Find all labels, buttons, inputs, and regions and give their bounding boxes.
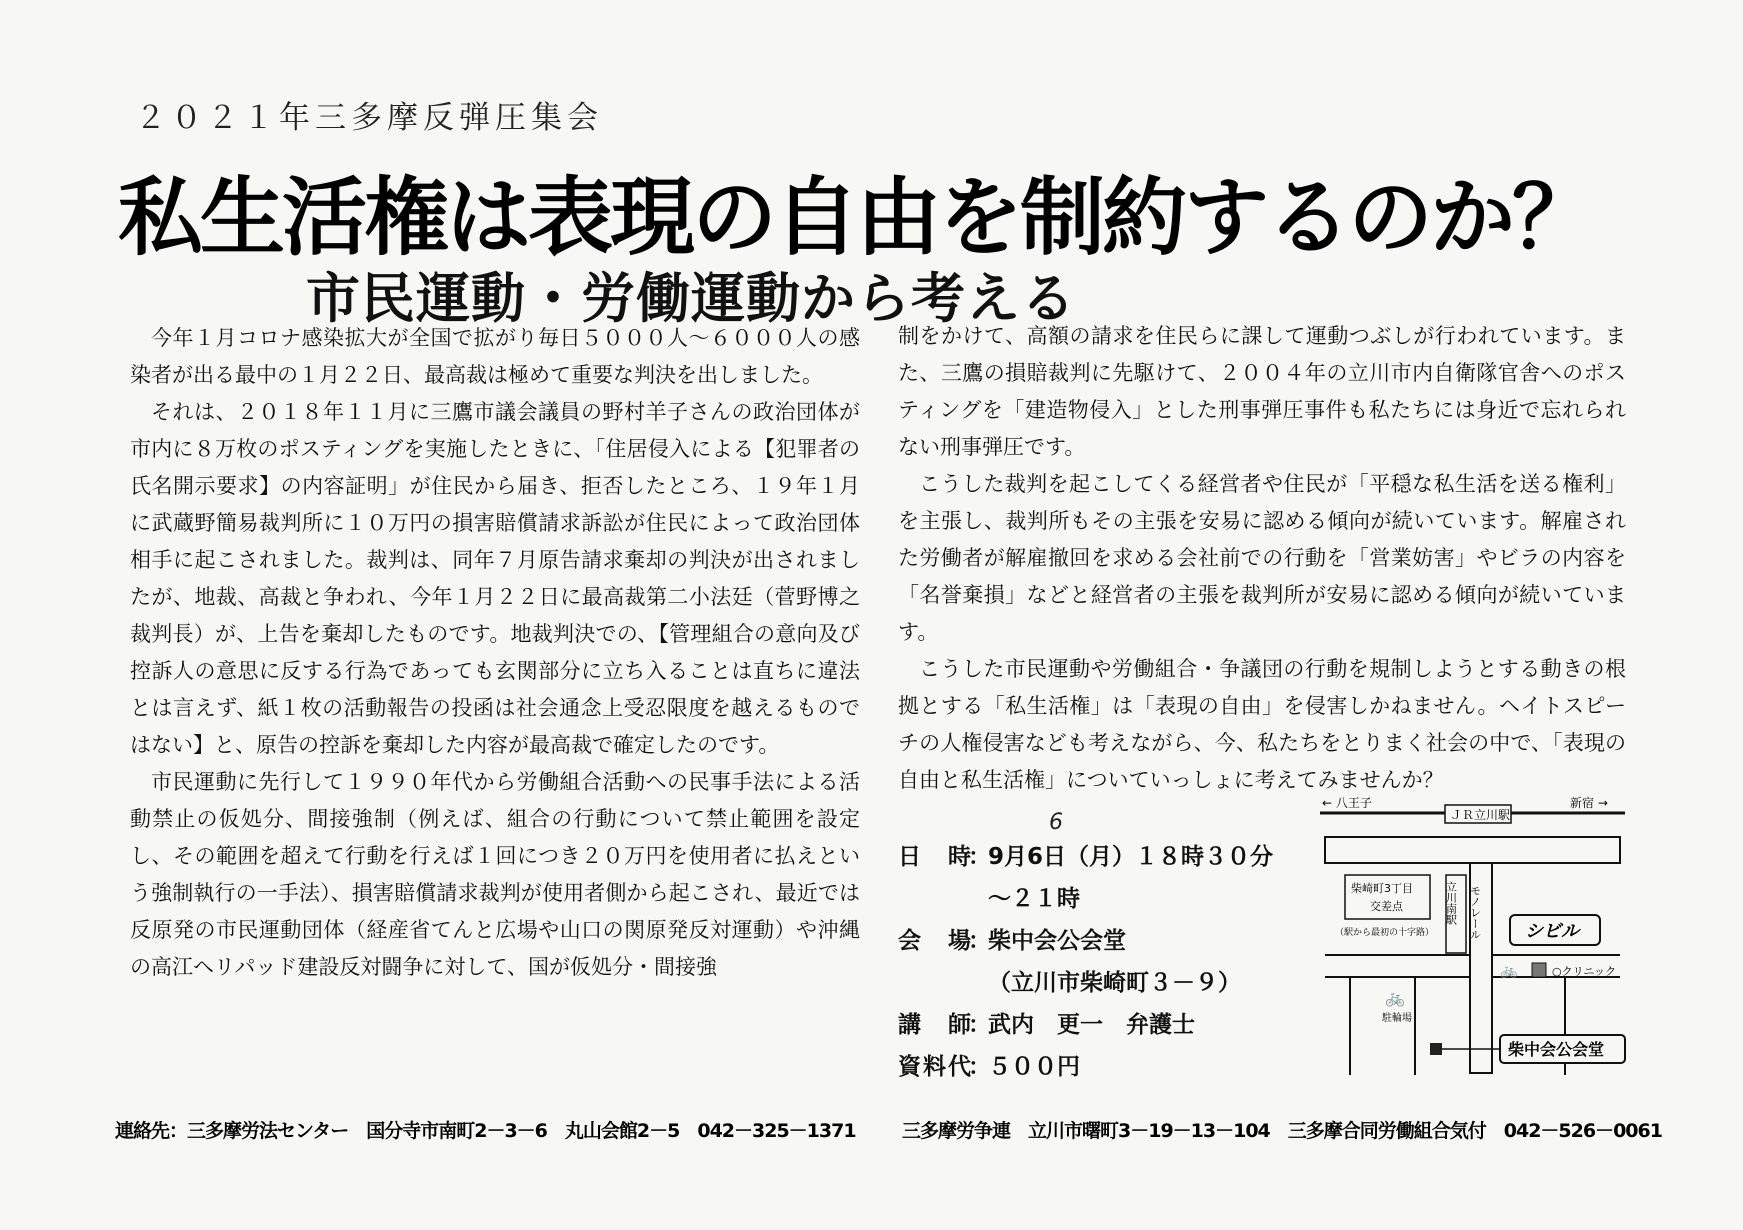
body-paragraph: 市民運動に先行して１９９０年代から労働組合活動への民事手法による活動禁止の仮処分、間接強制（例えば、組合の行動について禁止範囲を設定し、その範囲を超えて行動を行えば１回につき２０万円を使用者に払えという強制執行の一手法）、損害賠償請求裁判が使用者側から起こされ、最近では反原発の市民運動団体（経産省てんと広場や山口の関原発反対運動）や沖縄の高江ヘリパッド建設反対闘争に対して、国が仮処分・間接強 bbox=[130, 770, 860, 979]
map-label-minami: 立川南駅 bbox=[1444, 881, 1458, 925]
separator: ： bbox=[968, 927, 991, 954]
map-label-clinic: ○クリニック bbox=[1552, 965, 1616, 978]
separator: ： bbox=[968, 1053, 991, 1080]
event-name: ２０２１年三多摩反弾圧集会 bbox=[135, 100, 603, 136]
map-label-monorail: モノレール bbox=[1468, 885, 1482, 940]
map-label-crossing-1: 柴崎町3丁目 bbox=[1351, 882, 1413, 895]
venue-address: （立川市柴崎町３－９） bbox=[988, 969, 1241, 996]
main-title: 私生活権は表現の自由を制約するのか？ bbox=[118, 169, 1595, 268]
fee-row bbox=[898, 1043, 1273, 1085]
contact-right: 三多摩労争連 立川市曙町3－19－13－104 三多摩合同労働組合気付 042－526－0061 bbox=[902, 1120, 1662, 1142]
event-info bbox=[898, 833, 1273, 1085]
map-label-crossing-2: 交差点 bbox=[1370, 900, 1403, 913]
sub-title: 市民運動・労働運動から考える bbox=[306, 267, 1076, 330]
body-paragraph: こうした裁判を起こしてくる経営者や住民が「平穏な私生活を送る権利」を主張し、裁判所もその主張を安易に認める傾向が続いています。解雇された労働者が解雇撤回を求める会社前での行動を「営業妨害」やビラの内容を「名誉棄損」などと経営者の主張を裁判所が安易に認める傾向が続いています。 bbox=[898, 472, 1626, 644]
body-left-column bbox=[130, 320, 860, 986]
date-row bbox=[898, 833, 1273, 875]
date-row-end bbox=[898, 875, 1273, 917]
body-right-column bbox=[898, 318, 1626, 799]
map-label-parking: 駐輪場 bbox=[1382, 1013, 1412, 1024]
map-label-hall: 柴中会公会堂 bbox=[1508, 1040, 1605, 1059]
map-label-crossing-3: （駅から最初の十字路） bbox=[1335, 928, 1435, 938]
fee-value: ５００円 bbox=[988, 1053, 1080, 1080]
date-label: 日 時 bbox=[898, 843, 973, 870]
body-paragraph: 制をかけて、高額の請求を住民らに課して運動つぶしが行われています。また、三鷹の損賠裁判に先駆けて、２００４年の立川市内自衛隊官舎へのポスティングを「建造物侵入」とした刑事弾圧事件も私たちには身近で忘れられない刑事弾圧です。 bbox=[898, 324, 1626, 459]
date-value-end: ～２１時 bbox=[988, 885, 1080, 912]
lecturer-label: 講 師 bbox=[898, 1011, 973, 1038]
sibil-building-icon bbox=[1532, 963, 1546, 977]
separator: ： bbox=[968, 843, 991, 870]
handwritten-correction: 6 bbox=[1049, 810, 1063, 835]
body-paragraph: こうした市民運動や労働組合・争議団の行動を規制しようとする動きの根拠とする「私生活権」は「表現の自由」を侵害しかねません。ヘイトスピーチの人権侵害なども考えながら、今、私たちをとりまく社会の中で、「表現の自由と私生活権」についていっしょに考えてみませんか？ bbox=[898, 657, 1626, 792]
venue-address-row bbox=[898, 959, 1273, 1001]
separator: ： bbox=[968, 1011, 991, 1038]
map-label-station: ＪＲ立川駅 bbox=[1450, 808, 1511, 822]
date-value: 9月6日（月）１８時３０分 bbox=[988, 843, 1274, 870]
access-map bbox=[1320, 795, 1630, 1095]
map-label-hachioji: ← 八王子 bbox=[1322, 796, 1372, 810]
contact-left: 連絡先：三多摩労法センター 国分寺市南町2－3－6 丸山会館2－5 042－325－1371 bbox=[115, 1120, 856, 1142]
map-label-shinjuku: 新宿 → bbox=[1570, 796, 1608, 810]
venue-value: 柴中会公会堂 bbox=[988, 927, 1126, 954]
venue-row bbox=[898, 917, 1273, 959]
body-paragraph: 今年１月コロナ感染拡大が全国で拡がり毎日５０００人～６０００人の感染者が出る最中の１月２２日、最高裁は極めて重要な判決を出しました。 bbox=[130, 326, 860, 387]
bicycle-icon: 🚲 bbox=[1500, 963, 1518, 979]
bicycle-icon: 🚲 bbox=[1385, 988, 1405, 1007]
body-paragraph: それは、２０１８年１１月に三鷹市議会議員の野村羊子さんの政治団体が市内に８万枚のポスティングを実施したときに、「住居侵入による【犯罪者の氏名開示要求】の内容証明」が住民から届き、拒否したところ、１９年１月に武蔵野簡易裁判所に１０万円の損害賠償請求訴訟が住民によって政治団体相手に起こされました。裁判は、同年７月原告請求棄却の判決が出されましたが、地裁、高裁と争われ、今年１月２２日に最高裁第二小法廷（菅野博之裁判長）が、上告を棄却したものです。地裁判決での、【管理組合の意向及び控訴人の意思に反する行為であっても玄関部分に立ち入ることは直ちに違法とは言えず、紙１枚の活動報告の投函は社会通念上受忍限度を越えるものではない】と、原告の控訴を棄却した内容が最高裁で確定したのです。 bbox=[130, 400, 860, 757]
lecturer-value: 武内 更一 弁護士 bbox=[988, 1011, 1195, 1038]
fee-label: 資料代 bbox=[898, 1053, 973, 1080]
lecturer-row bbox=[898, 1001, 1273, 1043]
map-label-sibil: シビル bbox=[1525, 921, 1579, 942]
venue-label: 会 場 bbox=[898, 927, 973, 954]
main-road bbox=[1325, 837, 1620, 863]
hall-marker-icon bbox=[1430, 1043, 1442, 1055]
